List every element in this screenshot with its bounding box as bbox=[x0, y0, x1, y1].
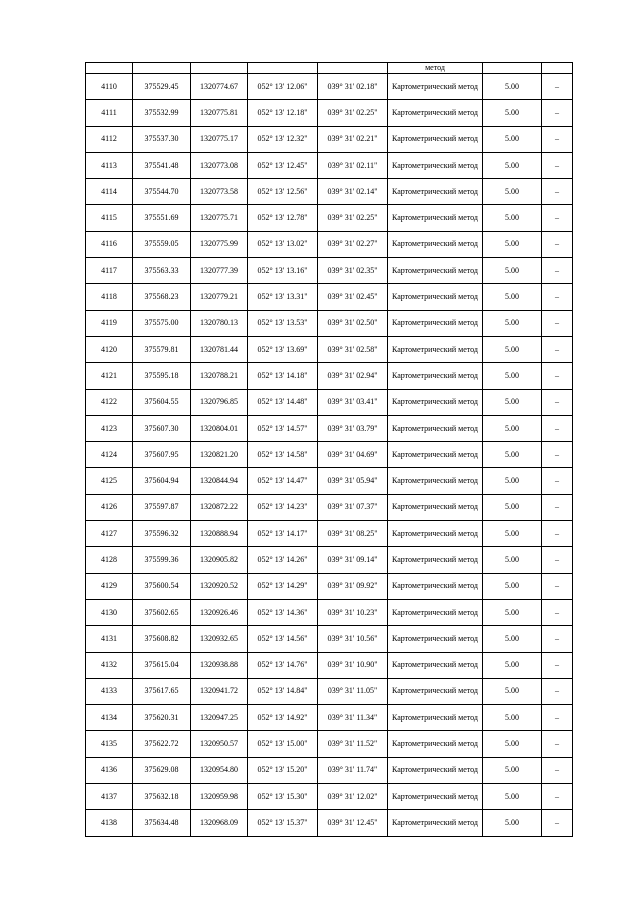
point-number-cell: 4110 bbox=[86, 74, 133, 100]
note-cell: – bbox=[542, 389, 573, 415]
table-row bbox=[86, 310, 573, 336]
latitude-cell: 052° 13' 14.84" bbox=[248, 678, 318, 704]
table-row bbox=[86, 652, 573, 678]
method-cell: Картометрический метод bbox=[388, 626, 483, 652]
point-number-cell: 4134 bbox=[86, 705, 133, 731]
note-cell: – bbox=[542, 152, 573, 178]
latitude-cell: 052° 13' 12.18" bbox=[248, 100, 318, 126]
latitude-cell: 052° 13' 13.02" bbox=[248, 231, 318, 257]
table-row bbox=[86, 74, 573, 100]
method-cell: Картометрический метод bbox=[388, 310, 483, 336]
latitude-cell: 052° 13' 15.00" bbox=[248, 731, 318, 757]
x-coordinate-cell: 375563.33 bbox=[133, 258, 191, 284]
latitude-cell: 052° 13' 14.76" bbox=[248, 652, 318, 678]
latitude-cell: 052° 13' 15.20" bbox=[248, 757, 318, 783]
y-coordinate-cell: 1320844.94 bbox=[191, 468, 248, 494]
y-coordinate-cell: 1320779.21 bbox=[191, 284, 248, 310]
accuracy-cell: 5.00 bbox=[483, 126, 542, 152]
y-coordinate-cell: 1320872.22 bbox=[191, 494, 248, 520]
method-cell: Картометрический метод bbox=[388, 678, 483, 704]
x-coordinate-cell: 375620.31 bbox=[133, 705, 191, 731]
x-coordinate-cell: 375604.94 bbox=[133, 468, 191, 494]
note-cell: – bbox=[542, 757, 573, 783]
table-row bbox=[86, 521, 573, 547]
table-row bbox=[86, 336, 573, 362]
accuracy-cell: 5.00 bbox=[483, 100, 542, 126]
note-cell: – bbox=[542, 284, 573, 310]
point-number-cell: 4133 bbox=[86, 678, 133, 704]
latitude-cell: 052° 13' 14.56" bbox=[248, 626, 318, 652]
point-number-cell: 4128 bbox=[86, 547, 133, 573]
note-cell: – bbox=[542, 573, 573, 599]
y-coordinate-cell: 1320804.01 bbox=[191, 415, 248, 441]
table-row bbox=[86, 678, 573, 704]
point-number-cell: 4136 bbox=[86, 757, 133, 783]
accuracy-cell: 5.00 bbox=[483, 284, 542, 310]
latitude-cell bbox=[248, 63, 318, 74]
method-cell: Картометрический метод bbox=[388, 258, 483, 284]
x-coordinate-cell: 375615.04 bbox=[133, 652, 191, 678]
x-coordinate-cell: 375596.32 bbox=[133, 521, 191, 547]
longitude-cell: 039° 31' 02.50" bbox=[318, 310, 388, 336]
longitude-cell: 039° 31' 12.02" bbox=[318, 784, 388, 810]
table-row bbox=[86, 363, 573, 389]
accuracy-cell: 5.00 bbox=[483, 626, 542, 652]
y-coordinate-cell: 1320920.52 bbox=[191, 573, 248, 599]
accuracy-cell: 5.00 bbox=[483, 705, 542, 731]
accuracy-cell: 5.00 bbox=[483, 494, 542, 520]
table-row bbox=[86, 389, 573, 415]
longitude-cell: 039° 31' 02.18" bbox=[318, 74, 388, 100]
latitude-cell: 052° 13' 14.18" bbox=[248, 363, 318, 389]
point-number-cell: 4135 bbox=[86, 731, 133, 757]
note-cell: – bbox=[542, 231, 573, 257]
latitude-cell: 052° 13' 14.23" bbox=[248, 494, 318, 520]
latitude-cell: 052° 13' 14.47" bbox=[248, 468, 318, 494]
x-coordinate-cell: 375595.18 bbox=[133, 363, 191, 389]
method-cell: Картометрический метод bbox=[388, 784, 483, 810]
accuracy-cell: 5.00 bbox=[483, 179, 542, 205]
x-coordinate-cell: 375634.48 bbox=[133, 810, 191, 836]
note-cell: – bbox=[542, 363, 573, 389]
longitude-cell: 039° 31' 02.45" bbox=[318, 284, 388, 310]
method-cell: Картометрический метод bbox=[388, 810, 483, 836]
accuracy-cell: 5.00 bbox=[483, 442, 542, 468]
latitude-cell: 052° 13' 13.69" bbox=[248, 336, 318, 362]
note-cell: – bbox=[542, 784, 573, 810]
point-number-cell: 4130 bbox=[86, 599, 133, 625]
x-coordinate-cell: 375608.82 bbox=[133, 626, 191, 652]
latitude-cell: 052° 13' 15.37" bbox=[248, 810, 318, 836]
accuracy-cell: 5.00 bbox=[483, 731, 542, 757]
x-coordinate-cell: 375617.65 bbox=[133, 678, 191, 704]
method-cell: Картометрический метод bbox=[388, 573, 483, 599]
x-coordinate-cell: 375551.69 bbox=[133, 205, 191, 231]
longitude-cell: 039° 31' 10.23" bbox=[318, 599, 388, 625]
note-cell: – bbox=[542, 705, 573, 731]
longitude-cell: 039° 31' 02.21" bbox=[318, 126, 388, 152]
point-number-cell: 4137 bbox=[86, 784, 133, 810]
accuracy-cell: 5.00 bbox=[483, 389, 542, 415]
longitude-cell: 039° 31' 07.37" bbox=[318, 494, 388, 520]
note-cell: – bbox=[542, 310, 573, 336]
y-coordinate-cell: 1320774.67 bbox=[191, 74, 248, 100]
y-coordinate-cell: 1320780.13 bbox=[191, 310, 248, 336]
longitude-cell: 039° 31' 11.74" bbox=[318, 757, 388, 783]
note-cell: – bbox=[542, 652, 573, 678]
method-cell: Картометрический метод bbox=[388, 731, 483, 757]
x-coordinate-cell: 375541.48 bbox=[133, 152, 191, 178]
point-number-cell: 4123 bbox=[86, 415, 133, 441]
method-cell: Картометрический метод bbox=[388, 705, 483, 731]
latitude-cell: 052° 13' 14.57" bbox=[248, 415, 318, 441]
x-coordinate-cell: 375568.23 bbox=[133, 284, 191, 310]
longitude-cell: 039° 31' 05.94" bbox=[318, 468, 388, 494]
table-body bbox=[86, 63, 573, 837]
y-coordinate-cell: 1320938.88 bbox=[191, 652, 248, 678]
point-number-cell: 4119 bbox=[86, 310, 133, 336]
method-cell: Картометрический метод bbox=[388, 652, 483, 678]
longitude-cell: 039° 31' 02.94" bbox=[318, 363, 388, 389]
table-row bbox=[86, 626, 573, 652]
method-cell: Картометрический метод bbox=[388, 74, 483, 100]
accuracy-cell: 5.00 bbox=[483, 652, 542, 678]
longitude-cell: 039° 31' 03.79" bbox=[318, 415, 388, 441]
x-coordinate-cell: 375607.30 bbox=[133, 415, 191, 441]
note-cell: – bbox=[542, 468, 573, 494]
note-cell bbox=[542, 63, 573, 74]
x-coordinate-cell: 375604.55 bbox=[133, 389, 191, 415]
latitude-cell: 052° 13' 14.26" bbox=[248, 547, 318, 573]
table-row bbox=[86, 784, 573, 810]
table-row bbox=[86, 705, 573, 731]
note-cell: – bbox=[542, 179, 573, 205]
x-coordinate-cell: 375532.99 bbox=[133, 100, 191, 126]
point-number-cell: 4132 bbox=[86, 652, 133, 678]
point-number-cell: 4111 bbox=[86, 100, 133, 126]
method-cell: Картометрический метод bbox=[388, 363, 483, 389]
x-coordinate-cell: 375602.65 bbox=[133, 599, 191, 625]
longitude-cell: 039° 31' 03.41" bbox=[318, 389, 388, 415]
longitude-cell: 039° 31' 02.14" bbox=[318, 179, 388, 205]
longitude-cell: 039° 31' 11.05" bbox=[318, 678, 388, 704]
table-row bbox=[86, 258, 573, 284]
x-coordinate-cell: 375597.87 bbox=[133, 494, 191, 520]
latitude-cell: 052° 13' 15.30" bbox=[248, 784, 318, 810]
longitude-cell: 039° 31' 11.52" bbox=[318, 731, 388, 757]
table-row bbox=[86, 494, 573, 520]
longitude-cell: 039° 31' 02.27" bbox=[318, 231, 388, 257]
table-row bbox=[86, 573, 573, 599]
y-coordinate-cell: 1320888.94 bbox=[191, 521, 248, 547]
method-cell: Картометрический метод bbox=[388, 336, 483, 362]
note-cell: – bbox=[542, 521, 573, 547]
latitude-cell: 052° 13' 14.17" bbox=[248, 521, 318, 547]
longitude-cell: 039° 31' 02.35" bbox=[318, 258, 388, 284]
method-cell: Картометрический метод bbox=[388, 547, 483, 573]
x-coordinate-cell: 375607.95 bbox=[133, 442, 191, 468]
note-cell: – bbox=[542, 74, 573, 100]
table-row bbox=[86, 152, 573, 178]
table-row bbox=[86, 100, 573, 126]
x-coordinate-cell: 375632.18 bbox=[133, 784, 191, 810]
table-row bbox=[86, 547, 573, 573]
table-row bbox=[86, 126, 573, 152]
method-cell: Картометрический метод bbox=[388, 231, 483, 257]
y-coordinate-cell: 1320775.71 bbox=[191, 205, 248, 231]
longitude-cell: 039° 31' 12.45" bbox=[318, 810, 388, 836]
y-coordinate-cell: 1320950.57 bbox=[191, 731, 248, 757]
method-cell: Картометрический метод bbox=[388, 415, 483, 441]
y-coordinate-cell bbox=[191, 63, 248, 74]
y-coordinate-cell: 1320777.39 bbox=[191, 258, 248, 284]
x-coordinate-cell: 375529.45 bbox=[133, 74, 191, 100]
coordinates-table bbox=[85, 62, 573, 837]
accuracy-cell: 5.00 bbox=[483, 521, 542, 547]
x-coordinate-cell: 375599.36 bbox=[133, 547, 191, 573]
latitude-cell: 052° 13' 13.31" bbox=[248, 284, 318, 310]
point-number-cell: 4126 bbox=[86, 494, 133, 520]
point-number-cell: 4121 bbox=[86, 363, 133, 389]
table-row bbox=[86, 731, 573, 757]
y-coordinate-cell: 1320905.82 bbox=[191, 547, 248, 573]
method-cell: Картометрический метод bbox=[388, 494, 483, 520]
table-row-continuation bbox=[86, 63, 573, 74]
point-number-cell: 4116 bbox=[86, 231, 133, 257]
note-cell: – bbox=[542, 100, 573, 126]
accuracy-cell: 5.00 bbox=[483, 547, 542, 573]
longitude-cell: 039° 31' 11.34" bbox=[318, 705, 388, 731]
method-cell: Картометрический метод bbox=[388, 468, 483, 494]
latitude-cell: 052° 13' 12.32" bbox=[248, 126, 318, 152]
y-coordinate-cell: 1320788.21 bbox=[191, 363, 248, 389]
table-row bbox=[86, 415, 573, 441]
method-cell: Картометрический метод bbox=[388, 205, 483, 231]
method-cell: Картометрический метод bbox=[388, 126, 483, 152]
x-coordinate-cell bbox=[133, 63, 191, 74]
note-cell: – bbox=[542, 336, 573, 362]
accuracy-cell: 5.00 bbox=[483, 810, 542, 836]
accuracy-cell: 5.00 bbox=[483, 363, 542, 389]
x-coordinate-cell: 375537.30 bbox=[133, 126, 191, 152]
point-number-cell: 4122 bbox=[86, 389, 133, 415]
y-coordinate-cell: 1320932.65 bbox=[191, 626, 248, 652]
table-row bbox=[86, 284, 573, 310]
longitude-cell: 039° 31' 08.25" bbox=[318, 521, 388, 547]
point-number-cell: 4113 bbox=[86, 152, 133, 178]
method-cell: Картометрический метод bbox=[388, 284, 483, 310]
longitude-cell: 039° 31' 02.25" bbox=[318, 205, 388, 231]
table-row bbox=[86, 179, 573, 205]
x-coordinate-cell: 375622.72 bbox=[133, 731, 191, 757]
point-number-cell: 4120 bbox=[86, 336, 133, 362]
note-cell: – bbox=[542, 415, 573, 441]
note-cell: – bbox=[542, 547, 573, 573]
method-cell: Картометрический метод bbox=[388, 442, 483, 468]
y-coordinate-cell: 1320773.08 bbox=[191, 152, 248, 178]
accuracy-cell: 5.00 bbox=[483, 599, 542, 625]
y-coordinate-cell: 1320796.85 bbox=[191, 389, 248, 415]
y-coordinate-cell: 1320959.98 bbox=[191, 784, 248, 810]
accuracy-cell: 5.00 bbox=[483, 205, 542, 231]
point-number-cell: 4138 bbox=[86, 810, 133, 836]
method-cell: Картометрический метод bbox=[388, 599, 483, 625]
latitude-cell: 052° 13' 12.06" bbox=[248, 74, 318, 100]
accuracy-cell: 5.00 bbox=[483, 573, 542, 599]
latitude-cell: 052° 13' 12.45" bbox=[248, 152, 318, 178]
x-coordinate-cell: 375575.00 bbox=[133, 310, 191, 336]
latitude-cell: 052° 13' 12.78" bbox=[248, 205, 318, 231]
table-row bbox=[86, 231, 573, 257]
accuracy-cell bbox=[483, 63, 542, 74]
y-coordinate-cell: 1320775.99 bbox=[191, 231, 248, 257]
method-cell: метод bbox=[388, 63, 483, 74]
accuracy-cell: 5.00 bbox=[483, 784, 542, 810]
note-cell: – bbox=[542, 494, 573, 520]
latitude-cell: 052° 13' 14.92" bbox=[248, 705, 318, 731]
y-coordinate-cell: 1320968.09 bbox=[191, 810, 248, 836]
table-row bbox=[86, 757, 573, 783]
method-cell: Картометрический метод bbox=[388, 179, 483, 205]
x-coordinate-cell: 375629.08 bbox=[133, 757, 191, 783]
x-coordinate-cell: 375600.54 bbox=[133, 573, 191, 599]
point-number-cell: 4115 bbox=[86, 205, 133, 231]
longitude-cell: 039° 31' 10.90" bbox=[318, 652, 388, 678]
note-cell: – bbox=[542, 678, 573, 704]
coordinates-table-page bbox=[85, 62, 573, 837]
accuracy-cell: 5.00 bbox=[483, 74, 542, 100]
note-cell: – bbox=[542, 626, 573, 652]
y-coordinate-cell: 1320947.25 bbox=[191, 705, 248, 731]
accuracy-cell: 5.00 bbox=[483, 152, 542, 178]
longitude-cell: 039° 31' 02.11" bbox=[318, 152, 388, 178]
longitude-cell: 039° 31' 02.25" bbox=[318, 100, 388, 126]
point-number-cell: 4118 bbox=[86, 284, 133, 310]
y-coordinate-cell: 1320821.20 bbox=[191, 442, 248, 468]
latitude-cell: 052° 13' 14.36" bbox=[248, 599, 318, 625]
accuracy-cell: 5.00 bbox=[483, 678, 542, 704]
point-number-cell: 4112 bbox=[86, 126, 133, 152]
longitude-cell: 039° 31' 04.69" bbox=[318, 442, 388, 468]
longitude-cell: 039° 31' 09.14" bbox=[318, 547, 388, 573]
y-coordinate-cell: 1320954.80 bbox=[191, 757, 248, 783]
point-number-cell: 4114 bbox=[86, 179, 133, 205]
accuracy-cell: 5.00 bbox=[483, 415, 542, 441]
note-cell: – bbox=[542, 258, 573, 284]
table-row bbox=[86, 205, 573, 231]
method-cell: Картометрический метод bbox=[388, 757, 483, 783]
latitude-cell: 052° 13' 14.29" bbox=[248, 573, 318, 599]
y-coordinate-cell: 1320781.44 bbox=[191, 336, 248, 362]
accuracy-cell: 5.00 bbox=[483, 757, 542, 783]
longitude-cell: 039° 31' 02.58" bbox=[318, 336, 388, 362]
point-number-cell bbox=[86, 63, 133, 74]
point-number-cell: 4117 bbox=[86, 258, 133, 284]
y-coordinate-cell: 1320941.72 bbox=[191, 678, 248, 704]
method-cell: Картометрический метод bbox=[388, 389, 483, 415]
note-cell: – bbox=[542, 731, 573, 757]
table-row bbox=[86, 442, 573, 468]
x-coordinate-cell: 375544.70 bbox=[133, 179, 191, 205]
longitude-cell: 039° 31' 10.56" bbox=[318, 626, 388, 652]
point-number-cell: 4127 bbox=[86, 521, 133, 547]
latitude-cell: 052° 13' 13.53" bbox=[248, 310, 318, 336]
point-number-cell: 4124 bbox=[86, 442, 133, 468]
x-coordinate-cell: 375559.05 bbox=[133, 231, 191, 257]
note-cell: – bbox=[542, 810, 573, 836]
note-cell: – bbox=[542, 442, 573, 468]
point-number-cell: 4125 bbox=[86, 468, 133, 494]
accuracy-cell: 5.00 bbox=[483, 258, 542, 284]
y-coordinate-cell: 1320775.17 bbox=[191, 126, 248, 152]
method-cell: Картометрический метод bbox=[388, 100, 483, 126]
latitude-cell: 052° 13' 14.58" bbox=[248, 442, 318, 468]
accuracy-cell: 5.00 bbox=[483, 468, 542, 494]
note-cell: – bbox=[542, 599, 573, 625]
accuracy-cell: 5.00 bbox=[483, 231, 542, 257]
latitude-cell: 052° 13' 12.56" bbox=[248, 179, 318, 205]
method-cell: Картометрический метод bbox=[388, 152, 483, 178]
longitude-cell: 039° 31' 09.92" bbox=[318, 573, 388, 599]
table-row bbox=[86, 810, 573, 836]
point-number-cell: 4129 bbox=[86, 573, 133, 599]
latitude-cell: 052° 13' 13.16" bbox=[248, 258, 318, 284]
point-number-cell: 4131 bbox=[86, 626, 133, 652]
accuracy-cell: 5.00 bbox=[483, 336, 542, 362]
table-row bbox=[86, 599, 573, 625]
y-coordinate-cell: 1320773.58 bbox=[191, 179, 248, 205]
accuracy-cell: 5.00 bbox=[483, 310, 542, 336]
note-cell: – bbox=[542, 205, 573, 231]
note-cell: – bbox=[542, 126, 573, 152]
y-coordinate-cell: 1320926.46 bbox=[191, 599, 248, 625]
y-coordinate-cell: 1320775.81 bbox=[191, 100, 248, 126]
table-row bbox=[86, 468, 573, 494]
x-coordinate-cell: 375579.81 bbox=[133, 336, 191, 362]
method-cell: Картометрический метод bbox=[388, 521, 483, 547]
longitude-cell bbox=[318, 63, 388, 74]
latitude-cell: 052° 13' 14.48" bbox=[248, 389, 318, 415]
